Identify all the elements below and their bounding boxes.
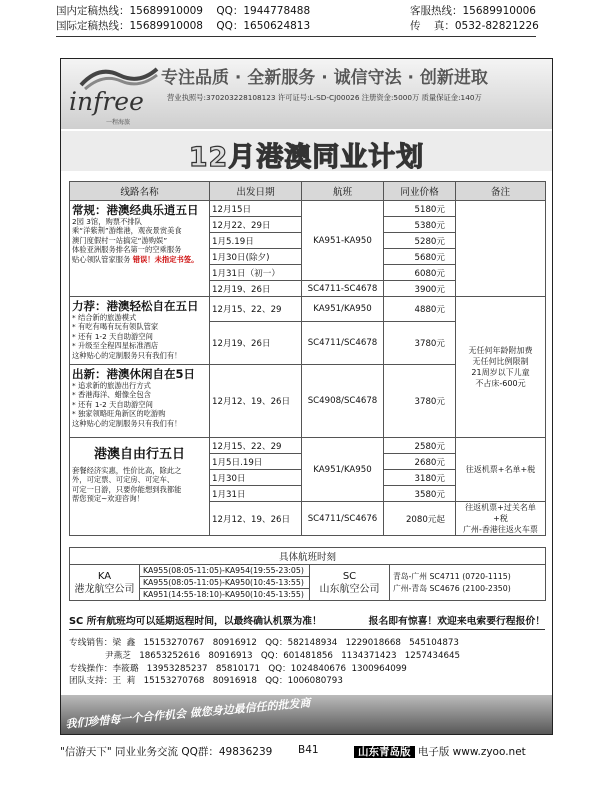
date-cell: 12月15日 xyxy=(210,201,302,217)
route-table xyxy=(69,181,546,536)
service-hotline: 客服热线：15689910006 xyxy=(410,5,536,17)
col-date: 出发日期 xyxy=(210,182,302,201)
table-row: 1月5日.19日 2680元 xyxy=(70,454,546,470)
col-note: 备注 xyxy=(456,182,546,201)
list-item: 专线操作：李筱璐 13953285237 85810171 QQ：1024840676 1300964099 xyxy=(69,663,407,674)
warning-text: 错误！未指定书签。 xyxy=(132,254,199,264)
price-cell: 5180元 xyxy=(384,201,456,217)
edition-badge: 山东青岛版 xyxy=(354,746,415,758)
list-item: 团队支持：王 莉 15153270768 80916918 QQ：1006080793 xyxy=(69,676,343,687)
footer-band xyxy=(61,695,552,735)
footer-slogan: 我们珍惜每一个合作机会 做您身边最信任的批发商 xyxy=(64,696,311,731)
schedule-title: 具体航班时刻 xyxy=(70,548,546,565)
license-info: 营业执照号:370203228108123 许可证号:L-SD-CJ00026 注册资金:5000万 质量保证金:140万 xyxy=(167,93,482,102)
list-item: 专线销售：梁 鑫 15153270767 80916912 QQ：582148934 1229018668 545104873 xyxy=(69,638,459,648)
international-hotline: 国际定稿热线：15689910008 QQ：1650624813 xyxy=(56,20,311,32)
table-row: 1月31日 3580元 xyxy=(70,486,546,502)
table-row: 12月22、29日 5380元 xyxy=(70,217,546,233)
notice-divider xyxy=(69,629,545,630)
title-banner xyxy=(61,131,552,171)
table-row: 力荐：港澳轻松自在五日 * 结合新的旅游模式 * 有吃有喝有玩有领队管家 * 还有 1-2 天自助游空间 * 升级至全程四星标准酒店 这种贴心的定制服务只有我们有！ 12月15、22、29 KA951/KA950 4880元 无任何年龄附加费 无任何比例限制 21周岁以下儿童 不占床-600元 xyxy=(70,297,546,322)
flight-cell: KA951-KA950 xyxy=(302,201,384,281)
notice-line: SC 所有航班均可以延期返程时间，以最终确认机票为准！ 报名即有惊喜！欢迎来电索要行程报价！ xyxy=(69,616,545,627)
table-row: 1月30日 3180元 xyxy=(70,470,546,486)
flight-schedule: 具体航班时刻 KA 港龙航空公司 KA955(08:05-11:05)-KA954(19:55-23:05) SC 山东航空公司 青岛-广州 SC4711 (0720-1115) 广州-青岛 SC4676 (2100-2350) KA955(08:05-11:05)-KA950(10:45-13:55) KA951(14:55-18:10)-KA950(10:45-13:55) xyxy=(69,547,546,601)
table-row: 12月12、19、26日 SC4711/SC4676 2080元起 往返机票+过关名单 +税 广州-香港往返火车票 xyxy=(70,502,546,536)
col-flight: 航班 xyxy=(302,182,384,201)
col-route: 线路名称 xyxy=(70,182,210,201)
route-name: 常规：港澳经典乐逍五日 xyxy=(72,203,199,217)
route-relaxed: 力荐：港澳轻松自在五日 * 结合新的旅游模式 * 有吃有喝有玩有领队管家 * 还有 1-2 天自助游空间 * 升级至全程四星标准酒店 这种贴心的定制服务只有我们有！ xyxy=(70,297,210,365)
list-item: 尹燕芝 18653252616 80916913 QQ：601481856 1134371423 1257434645 xyxy=(69,650,461,661)
brand-slogan: 专注品质 · 全新服务 · 诚信守法 · 创新进取 xyxy=(161,68,488,88)
hotline-divider xyxy=(56,36,536,37)
airline-ka: KA 港龙航空公司 xyxy=(70,565,140,601)
page-title: 12月港澳同业计划 xyxy=(188,142,425,173)
note-cell xyxy=(456,201,546,297)
flyer-frame xyxy=(60,58,553,735)
table-row: 12月19、26日 SC4711-SC4678 3900元 xyxy=(70,281,546,297)
route-free-travel: 港澳自由行五日 套餐经济实惠，性价比高，除此之 外，可定票、可定房、可定车、 可定一日游，只要你能想到我都能 帮您预定~欢迎咨询！ xyxy=(70,438,210,536)
fax-line: 传 真：0532-82821226 xyxy=(410,20,539,32)
qq-group-info: "信游天下" 同业业务交流 QQ群：49836239 xyxy=(60,746,273,758)
brand-logo-sub: 一程海旅 xyxy=(106,119,131,126)
table-row: 1月31日（初一） 6080元 xyxy=(70,265,546,281)
table-row: 港澳自由行五日 套餐经济实惠，性价比高，除此之 外，可定票、可定房、可定车、 可定一日游，只要你能想到我都能 帮您预定~欢迎咨询！ 12月15、22、29 KA951/KA950 2580元 往返机票+名单+税 xyxy=(70,438,546,454)
table-row: 12月19、26日 SC4711/SC4678 3780元 xyxy=(70,322,546,365)
table-row: 1月30日(除夕) 5680元 xyxy=(70,249,546,265)
header-band xyxy=(61,59,552,129)
route-leisure: 出新：港澳休闲自在5日 * 追求新的旅游出行方式 * 香港海洋、蜡像全包含 * 还有 1-2 天自助游空间 * 独家领略旺角新区的吃游购 这种贴心的定制服务只有我们有！ xyxy=(70,365,210,438)
domestic-hotline: 国内定稿热线：15689910009 QQ：1944778488 xyxy=(56,5,311,17)
no-age-surcharge-note: 无任何年龄附加费 无任何比例限制 21周岁以下儿童 不占床-600元 xyxy=(456,297,546,438)
brand-logo: infree xyxy=(69,87,144,116)
airline-sc: SC 山东航空公司 xyxy=(310,565,390,601)
table-row xyxy=(70,201,546,217)
page-number: B41 xyxy=(298,744,319,756)
table-row: 1月5.19日 5280元 xyxy=(70,233,546,249)
edition-line xyxy=(354,744,526,759)
table-header-row xyxy=(70,182,546,201)
col-price: 同业价格 xyxy=(384,182,456,201)
contact-list xyxy=(69,637,549,688)
route-classic: 常规：港澳经典乐逍五日 2园 3馆，购票不排队 乘“洋紫荆”游维港，观夜景赏美食 澳门度假村一站搞定“游购娱” 体验亚洲服务排名第一的空乘服务 贴心领队管家服务 错误！未指定书签。 xyxy=(70,201,210,297)
site-link[interactable]: 电子版 www.zyoo.net xyxy=(417,746,526,758)
table-row: 出新：港澳休闲自在5日 * 追求新的旅游出行方式 * 香港海洋、蜡像全包含 * 还有 1-2 天自助游空间 * 独家领略旺角新区的吃游购 这种贴心的定制服务只有我们有！ 12月12、19、26日 SC4908/SC4678 3780元 xyxy=(70,365,546,438)
